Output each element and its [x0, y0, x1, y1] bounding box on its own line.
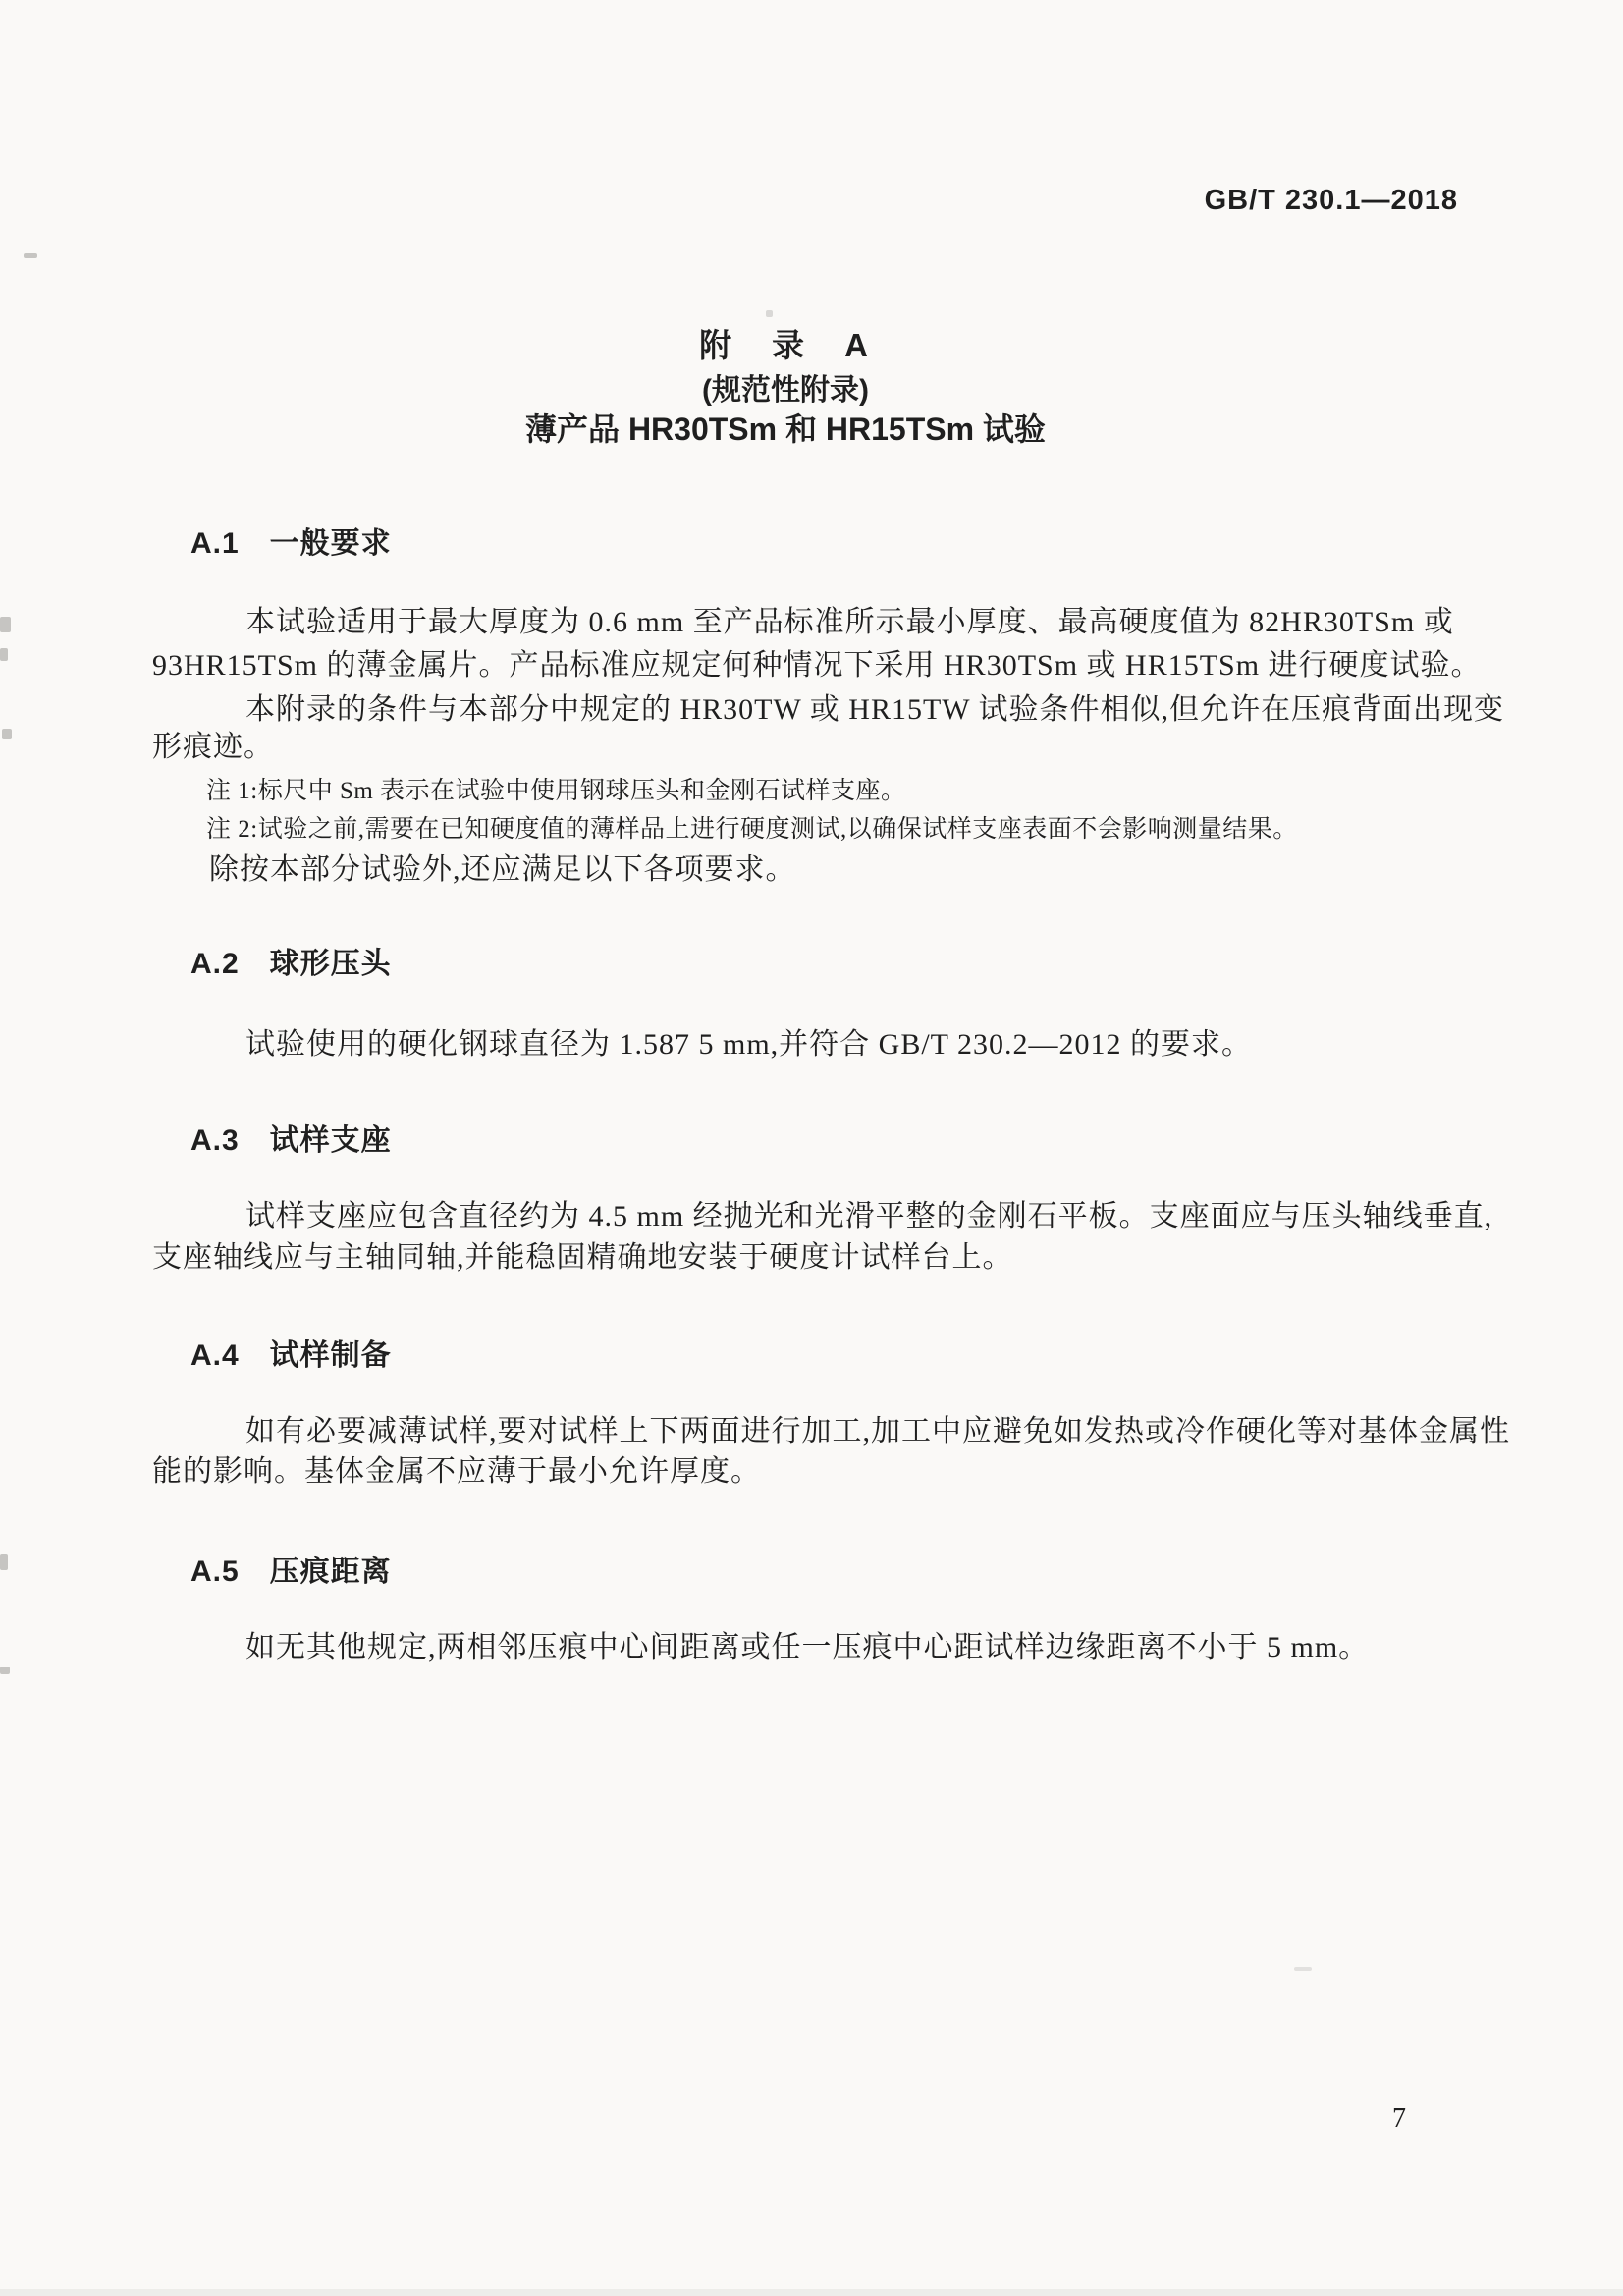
body-line: 支座轴线应与主轴同轴,并能稳固精确地安装于硬度计试样台上。	[152, 1241, 1013, 1274]
appendix-name: 薄产品 HR30TSm 和 HR15TSm 试验	[525, 411, 1046, 447]
scan-artifact	[1294, 1967, 1312, 1971]
section-a3-heading: A.3 试样支座	[190, 1124, 392, 1157]
body-line: 如有必要减薄试样,要对试样上下两面进行加工,加工中应避免如发热或冷作硬化等对基体金属性	[245, 1415, 1510, 1448]
note-line: 注 2:试验之前,需要在已知硬度值的薄样品上进行硬度测试,以确保试样支座表面不会影响测量结果。	[206, 816, 1298, 843]
body-line: 试样支座应包含直径约为 4.5 mm 经抛光和光滑平整的金刚石平板。支座面应与压头轴线垂直,	[245, 1200, 1493, 1232]
appendix-label: 附 录 A	[699, 327, 872, 363]
body-line: 如无其他规定,两相邻压痕中心间距离或任一压痕中心距试样边缘距离不小于 5 mm。	[245, 1631, 1370, 1664]
appendix-type: (规范性附录)	[702, 374, 869, 407]
section-a4-heading: A.4 试样制备	[190, 1339, 392, 1372]
standard-number: GB/T 230.1—2018	[1204, 185, 1458, 216]
scan-artifact	[766, 310, 773, 317]
scan-artifact	[0, 1667, 10, 1674]
body-line: 除按本部分试验外,还应满足以下各项要求。	[209, 853, 796, 886]
body-line: 本附录的条件与本部分中规定的 HR30TW 或 HR15TW 试验条件相似,但允许在压痕背面出现变	[245, 693, 1505, 726]
page-number: 7	[1392, 2104, 1406, 2134]
body-line: 试验使用的硬化钢球直径为 1.587 5 mm,并符合 GB/T 230.2—2012 的要求。	[245, 1028, 1252, 1061]
section-a2-heading: A.2 球形压头	[190, 948, 392, 980]
scan-artifact	[0, 648, 8, 661]
scan-artifact	[0, 617, 11, 632]
scan-artifact	[0, 1554, 8, 1570]
body-line: 能的影响。基体金属不应薄于最小允许厚度。	[152, 1455, 761, 1488]
body-line: 本试验适用于最大厚度为 0.6 mm 至产品标准所示最小厚度、最高硬度值为 82HR30TSm 或	[245, 606, 1454, 638]
scan-edge	[0, 2289, 1623, 2296]
scan-artifact	[2, 729, 12, 739]
scan-artifact	[24, 253, 37, 258]
body-line: 93HR15TSm 的薄金属片。产品标准应规定何种情况下采用 HR30TSm 或 HR15TSm 进行硬度试验。	[152, 649, 1482, 682]
note-line: 注 1:标尺中 Sm 表示在试验中使用钢球压头和金刚石试样支座。	[206, 778, 906, 804]
body-line: 形痕迹。	[152, 731, 274, 763]
section-a1-heading: A.1 一般要求	[190, 527, 392, 560]
section-a5-heading: A.5 压痕距离	[190, 1556, 392, 1588]
